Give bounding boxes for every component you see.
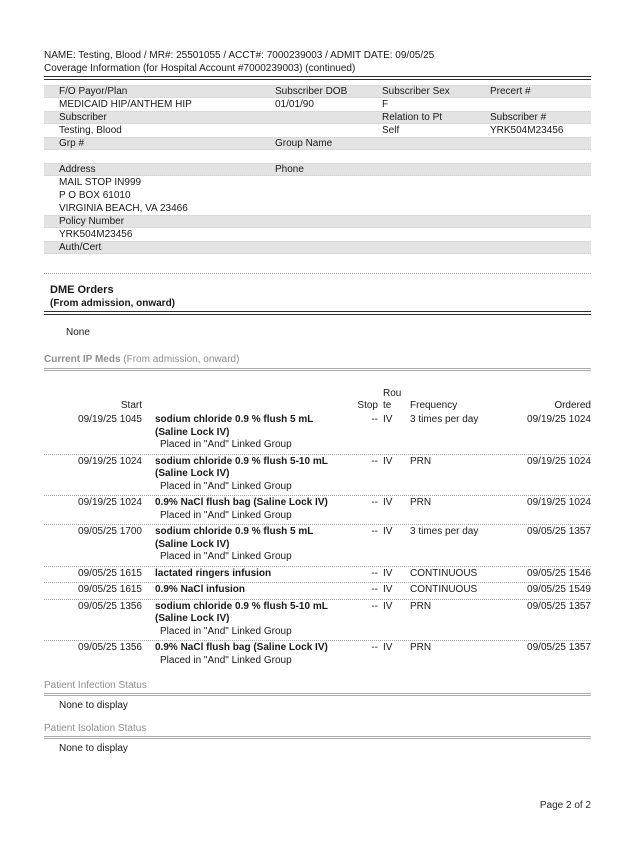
med-start: 09/05/25 1356 bbox=[78, 642, 142, 653]
med-frequency: PRN bbox=[410, 497, 432, 508]
med-ordered: 09/19/25 1024 bbox=[527, 455, 591, 467]
med-note: Placed in "And" Linked Group bbox=[160, 509, 292, 521]
med-frequency: PRN bbox=[410, 455, 432, 467]
med-route: IV bbox=[383, 526, 393, 537]
med-route: IV bbox=[383, 497, 393, 508]
med-frequency: CONTINUOUS bbox=[410, 567, 478, 579]
med-start: 09/19/25 1024 bbox=[78, 455, 142, 467]
med-note: Placed in "And" Linked Group bbox=[160, 654, 292, 666]
coverage-label-row bbox=[44, 111, 591, 124]
med-start: 09/19/25 1045 bbox=[78, 414, 142, 425]
report-content bbox=[44, 49, 591, 755]
value-subscriber-sex: F bbox=[382, 99, 389, 110]
column-header-frequency: Frequency bbox=[410, 399, 458, 411]
label-policy-number: Policy Number bbox=[59, 216, 125, 227]
value-subscriber-number: YRK504M23456 bbox=[490, 125, 564, 136]
current-ip-meds-subtitle: (From admission, onward) bbox=[120, 354, 240, 365]
coverage-label-row bbox=[44, 241, 591, 254]
label-subscriber-sex: Subscriber Sex bbox=[382, 86, 450, 97]
address-line: MAIL STOP IN999 bbox=[59, 177, 142, 188]
med-order-row bbox=[44, 525, 591, 567]
coverage-section-title: Coverage Information (for Hospital Account #7000239003) (continued) bbox=[44, 62, 591, 80]
label-phone: Phone bbox=[275, 164, 304, 175]
label-group-name: Group Name bbox=[275, 138, 333, 149]
coverage-label-row bbox=[44, 215, 591, 228]
dme-orders-header bbox=[44, 283, 591, 315]
isolation-status-body: None to display bbox=[59, 743, 128, 754]
column-header-stop: Stop bbox=[357, 399, 378, 411]
coverage-label-row bbox=[44, 163, 591, 176]
med-ordered: 09/05/25 1357 bbox=[527, 600, 591, 612]
patient-isolation-status-section bbox=[44, 722, 591, 755]
dme-orders-subtitle: (From admission, onward) bbox=[50, 298, 176, 309]
med-frequency: PRN bbox=[410, 642, 432, 653]
patient-header-line: NAME: Testing, Blood / MR#: 25501055 / ACCT#: 7000239003 / ADMIT DATE: 09/05/25 bbox=[44, 50, 435, 61]
value-relation-to-pt: Self bbox=[382, 125, 400, 136]
med-start: 09/05/25 1356 bbox=[78, 600, 142, 612]
med-frequency: PRN bbox=[410, 600, 432, 612]
med-route: IV bbox=[383, 455, 393, 467]
med-ordered: 09/05/25 1549 bbox=[527, 584, 591, 595]
section-divider bbox=[44, 273, 591, 274]
label-grp-number: Grp # bbox=[59, 138, 85, 149]
med-start: 09/05/25 1700 bbox=[78, 526, 142, 537]
med-start: 09/19/25 1024 bbox=[78, 497, 142, 508]
med-frequency: 3 times per day bbox=[410, 414, 479, 425]
value-payor-plan: MEDICAID HIP/ANTHEM HIP bbox=[59, 99, 192, 110]
med-name: sodium chloride 0.9 % flush 5 mL (Saline Lock IV) bbox=[155, 414, 314, 438]
med-name: 0.9% NaCl infusion bbox=[155, 584, 246, 595]
coverage-table bbox=[44, 85, 591, 254]
label-auth-cert: Auth/Cert bbox=[59, 242, 102, 253]
value-subscriber-dob: 01/01/90 bbox=[275, 99, 314, 110]
label-subscriber-dob: Subscriber DOB bbox=[275, 86, 348, 97]
med-stop: -- bbox=[371, 600, 378, 612]
label-subscriber-number: Subscriber # bbox=[490, 112, 547, 123]
dme-orders-body: None bbox=[66, 327, 90, 338]
med-note: Placed in "And" Linked Group bbox=[160, 551, 292, 562]
coverage-label-row bbox=[44, 137, 591, 150]
med-route: IV bbox=[383, 600, 393, 612]
label-precert: Precert # bbox=[490, 86, 531, 97]
coverage-empty-row bbox=[44, 150, 591, 163]
coverage-value-row bbox=[44, 124, 591, 137]
med-note: Placed in "And" Linked Group bbox=[160, 480, 292, 492]
med-route: IV bbox=[383, 414, 393, 425]
med-ordered: 09/19/25 1024 bbox=[527, 497, 591, 508]
med-route: IV bbox=[383, 642, 393, 653]
infection-status-title: Patient Infection Status bbox=[44, 679, 591, 696]
med-stop: -- bbox=[371, 642, 378, 653]
med-frequency: 3 times per day bbox=[410, 526, 479, 537]
value-policy-number: YRK504M23456 bbox=[59, 229, 133, 240]
label-payor-plan: F/O Payor/Plan bbox=[59, 86, 128, 97]
column-header-ordered: Ordered bbox=[554, 399, 591, 411]
med-route: IV bbox=[383, 567, 393, 579]
current-ip-meds-table bbox=[44, 388, 591, 669]
med-route: IV bbox=[383, 584, 393, 595]
label-address: Address bbox=[59, 164, 96, 175]
coverage-label-row bbox=[44, 85, 591, 98]
meds-table-header bbox=[44, 388, 591, 413]
med-order-row bbox=[44, 641, 591, 669]
med-name: 0.9% NaCl flush bag (Saline Lock IV) bbox=[155, 497, 328, 508]
column-header-start: Start bbox=[120, 399, 142, 411]
dme-orders-title: DME Orders bbox=[50, 284, 114, 296]
med-stop: -- bbox=[371, 567, 378, 579]
med-order-row bbox=[44, 496, 591, 525]
med-start: 09/05/25 1615 bbox=[78, 567, 142, 579]
med-frequency: CONTINUOUS bbox=[410, 584, 478, 595]
current-ip-meds-title: Current IP Meds bbox=[44, 354, 121, 365]
med-name: sodium chloride 0.9 % flush 5 mL (Saline Lock IV) bbox=[155, 526, 314, 550]
value-subscriber: Testing, Blood bbox=[59, 125, 122, 136]
med-order-row bbox=[44, 600, 591, 642]
med-note: Placed in "And" Linked Group bbox=[160, 439, 292, 450]
med-ordered: 09/19/25 1024 bbox=[527, 414, 591, 425]
current-ip-meds-header bbox=[44, 353, 591, 371]
page-number: Page 2 of 2 bbox=[539, 800, 591, 811]
address-line: VIRGINIA BEACH, VA 23466 bbox=[59, 203, 188, 214]
med-stop: -- bbox=[371, 497, 378, 508]
med-order-row bbox=[44, 567, 591, 584]
med-stop: -- bbox=[371, 414, 378, 425]
med-name: sodium chloride 0.9 % flush 5-10 mL (Saline Lock IV) bbox=[155, 600, 328, 624]
coverage-value-row bbox=[44, 228, 591, 241]
label-relation-to-pt: Relation to Pt bbox=[382, 112, 443, 123]
isolation-status-title: Patient Isolation Status bbox=[44, 722, 591, 739]
med-ordered: 09/05/25 1546 bbox=[527, 567, 591, 579]
infection-status-body: None to display bbox=[59, 700, 128, 711]
label-subscriber: Subscriber bbox=[59, 112, 107, 123]
med-name: 0.9% NaCl flush bag (Saline Lock IV) bbox=[155, 642, 328, 653]
med-stop: -- bbox=[371, 455, 378, 467]
med-name: sodium chloride 0.9 % flush 5-10 mL (Saline Lock IV) bbox=[155, 455, 328, 479]
patient-infection-status-section bbox=[44, 679, 591, 712]
med-order-row bbox=[44, 583, 591, 600]
med-order-row bbox=[44, 413, 591, 455]
med-ordered: 09/05/25 1357 bbox=[527, 642, 591, 653]
med-stop: -- bbox=[371, 584, 378, 595]
med-ordered: 09/05/25 1357 bbox=[527, 526, 591, 537]
column-header-route: Rou te bbox=[383, 388, 402, 411]
med-start: 09/05/25 1615 bbox=[78, 584, 142, 595]
med-note: Placed in "And" Linked Group bbox=[160, 625, 292, 637]
med-order-row bbox=[44, 455, 591, 497]
coverage-value-row bbox=[44, 98, 591, 111]
med-stop: -- bbox=[371, 526, 378, 537]
med-name: lactated ringers infusion bbox=[155, 567, 272, 579]
address-line: P O BOX 61010 bbox=[59, 190, 131, 201]
